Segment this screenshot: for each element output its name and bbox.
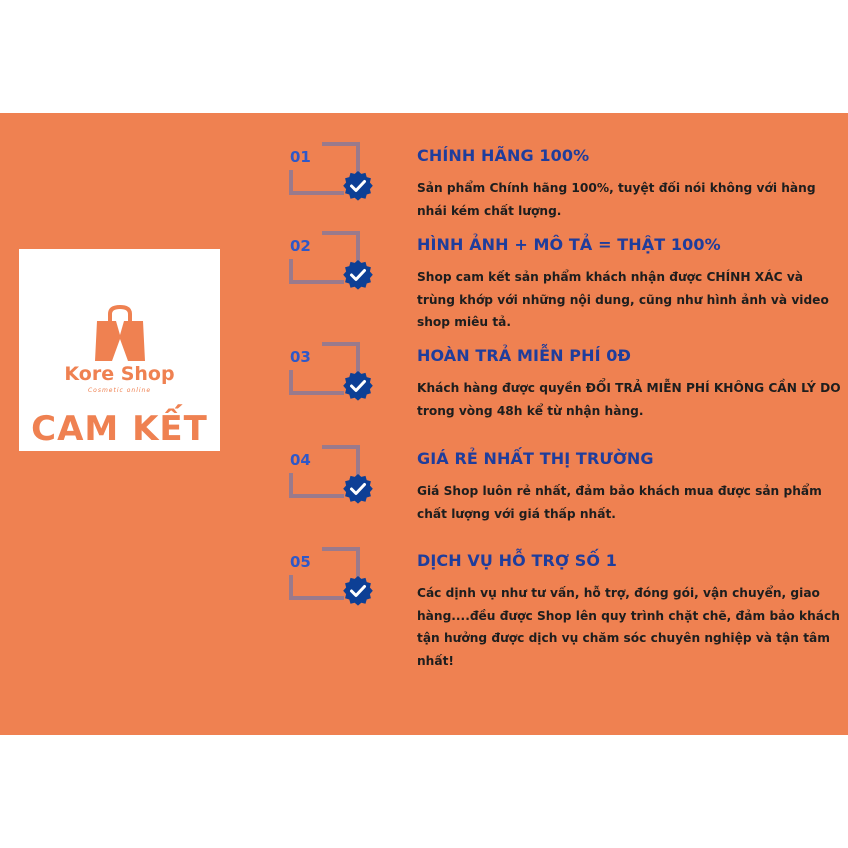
check-badge-icon xyxy=(286,547,376,625)
item-number: 03 xyxy=(290,348,311,366)
item-description: Shop cam kết sản phẩm khách nhận được CHÍNH XÁC và trùng khớp với những nội dung, cũng như hình ảnh và video shop miêu tả. xyxy=(417,270,829,329)
item-title: DỊCH VỤ HỖ TRỢ SỐ 1 xyxy=(417,551,617,570)
check-badge-icon xyxy=(286,142,376,220)
check-badge-icon xyxy=(286,231,376,309)
item-title: CHÍNH HÃNG 100% xyxy=(417,146,590,165)
commitment-title: CAM KẾT xyxy=(31,409,208,449)
item-description: Khách hàng được quyền ĐỔI TRẢ MIỄN PHÍ KHÔNG CẦN LÝ DO trong vòng 48h kể từ nhận hàng. xyxy=(417,381,841,418)
item-title: HOÀN TRẢ MIỄN PHÍ 0Đ xyxy=(417,346,632,365)
item-description: Giá Shop luôn rẻ nhất, đảm bảo khách mua được sản phẩm chất lượng với giá thấp nhất. xyxy=(417,484,822,521)
logo-card xyxy=(19,249,220,451)
logo-tagline: Cosmetic online xyxy=(87,387,152,394)
item-title: GIÁ RẺ NHẤT THỊ TRƯỜNG xyxy=(417,449,654,468)
shopping-bag-icon xyxy=(93,305,147,361)
item-description: Sản phẩm Chính hãng 100%, tuyệt đối nói không với hàng nhái kém chất lượng. xyxy=(417,181,816,218)
item-number: 04 xyxy=(290,451,311,469)
check-badge-icon xyxy=(286,342,376,420)
commitment-banner xyxy=(0,113,848,735)
logo-name: Kore Shop xyxy=(64,363,175,385)
item-title: HÌNH ẢNH + MÔ TẢ = THẬT 100% xyxy=(417,235,721,254)
item-description: Các dịnh vụ như tư vấn, hỗ trợ, đóng gói, vận chuyển, giao hàng....đều được Shop lên quy trình chặt chẽ, đảm bảo khách tận hưởng được dịch vụ chăm sóc chuyên nghiệp và tận tâm nhất! xyxy=(417,586,840,668)
check-badge-icon xyxy=(286,445,376,523)
item-number: 01 xyxy=(290,148,311,166)
item-number: 05 xyxy=(290,553,311,571)
item-number: 02 xyxy=(290,237,311,255)
